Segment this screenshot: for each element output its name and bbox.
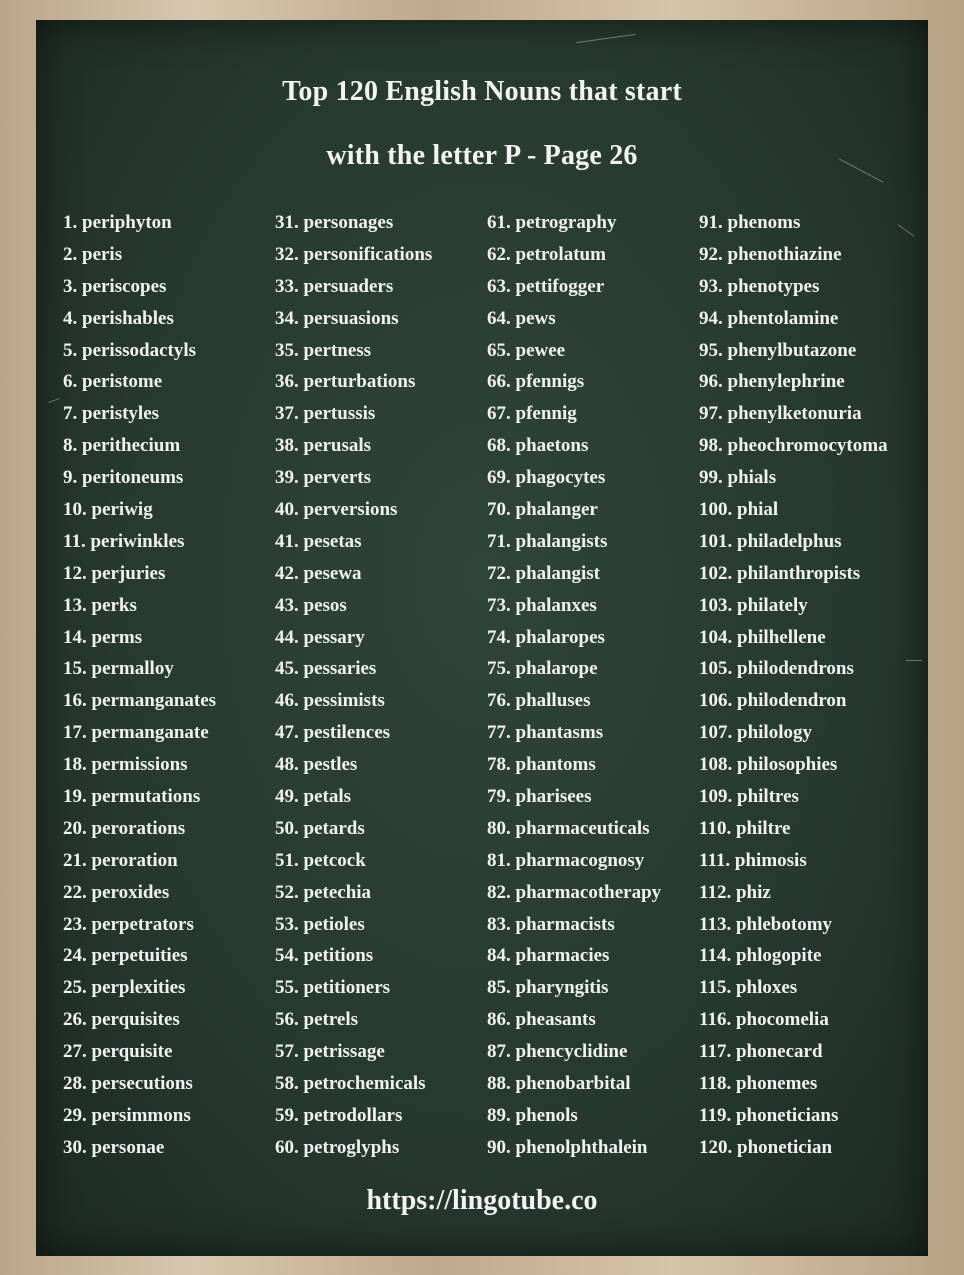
word-item: 33. persuaders: [275, 275, 394, 297]
word-item: 81. pharmacognosy: [487, 849, 645, 871]
word-item: 43. pesos: [275, 594, 347, 616]
word-item: 6. peristome: [63, 371, 163, 393]
word-item: 41. pesetas: [275, 530, 362, 552]
word-item: 104. philhellene: [699, 626, 826, 648]
word-item: 27. perquisite: [63, 1041, 173, 1063]
word-item: 70. phalanger: [487, 499, 598, 521]
word-item: 31. personages: [275, 212, 394, 233]
word-item: 32. personifications: [275, 243, 433, 265]
word-item: 117. phonecard: [699, 1041, 823, 1063]
word-item: 73. phalanxes: [487, 594, 597, 616]
word-item: 53. petioles: [275, 913, 365, 935]
word-item: 84. pharmacies: [487, 945, 610, 967]
word-item: 21. peroration: [63, 849, 178, 871]
word-item: 56. petrels: [275, 1009, 359, 1031]
word-item: 87. phencyclidine: [487, 1041, 628, 1063]
word-column-4: [699, 210, 888, 1167]
word-item: 83. pharmacists: [487, 913, 615, 935]
word-item: 5. perissodactyls: [63, 339, 196, 361]
word-item: 106. philodendron: [699, 690, 847, 712]
word-column-3: [487, 210, 661, 1167]
word-item: 77. phantasms: [487, 722, 604, 744]
word-item: 80. pharmaceuticals: [487, 817, 650, 839]
word-item: 85. pharyngitis: [487, 977, 609, 999]
word-item: 62. petrolatum: [487, 243, 606, 265]
word-item: 64. pews: [487, 307, 556, 329]
word-item: 79. pharisees: [487, 786, 592, 808]
word-item: 50. petards: [275, 817, 365, 839]
word-item: 90. phenolphthalein: [487, 1136, 648, 1158]
word-item: 118. phonemes: [699, 1073, 818, 1095]
word-item: 24. perpetuities: [63, 945, 188, 967]
word-item: 63. pettifogger: [487, 275, 605, 297]
word-item: 7. peristyles: [63, 403, 160, 425]
footer-url: https://lingotube.co: [366, 1185, 598, 1216]
word-item: 14. perms: [63, 626, 143, 648]
word-item: 51. petcock: [275, 849, 366, 871]
word-item: 72. phalangist: [487, 562, 600, 584]
word-item: 17. permanganate: [63, 722, 209, 744]
word-item: 2. peris: [63, 243, 123, 265]
word-item: 16. permanganates: [63, 690, 217, 712]
word-item: 58. petrochemicals: [275, 1073, 426, 1095]
word-item: 103. philately: [699, 594, 808, 616]
word-item: 101. philadelphus: [699, 530, 842, 552]
word-item: 67. pfennig: [487, 403, 577, 425]
word-column-1: [63, 210, 216, 1167]
word-item: 96. phenylephrine: [699, 371, 845, 393]
word-item: 20. perorations: [63, 817, 186, 839]
word-item: 57. petrissage: [275, 1041, 385, 1063]
word-item: 10. periwig: [63, 499, 153, 521]
word-item: 89. phenols: [487, 1104, 578, 1126]
word-item: 1. periphyton: [63, 212, 172, 233]
word-item: 3. periscopes: [63, 275, 167, 297]
word-item: 40. perversions: [275, 499, 398, 521]
word-item: 98. pheochromocytoma: [699, 435, 888, 457]
word-item: 9. peritoneums: [63, 467, 184, 489]
word-item: 99. phials: [699, 467, 777, 489]
word-item: 114. phlogopite: [699, 945, 822, 967]
word-item: 8. perithecium: [63, 435, 181, 457]
word-item: 55. petitioners: [275, 977, 391, 999]
word-item: 11. periwinkles: [63, 530, 185, 552]
word-item: 22. peroxides: [63, 881, 170, 903]
word-item: 38. perusals: [275, 435, 372, 457]
word-item: 112. phiz: [699, 881, 771, 903]
word-item: 105. philodendrons: [699, 658, 854, 680]
word-item: 36. perturbations: [275, 371, 416, 393]
word-item: 97. phenylketonuria: [699, 403, 862, 425]
word-item: 113. phlebotomy: [699, 913, 833, 935]
word-item: 18. permissions: [63, 754, 188, 776]
word-item: 115. phloxes: [699, 977, 798, 999]
word-item: 59. petrodollars: [275, 1104, 403, 1126]
word-item: 119. phoneticians: [699, 1104, 839, 1126]
word-item: 92. phenothiazine: [699, 243, 842, 265]
word-item: 44. pessary: [275, 626, 365, 648]
word-item: 23. perpetrators: [63, 913, 194, 935]
word-item: 19. permutations: [63, 786, 201, 808]
word-item: 110. philtre: [699, 817, 791, 839]
word-item: 111. phimosis: [699, 849, 807, 871]
word-item: 94. phentolamine: [699, 307, 839, 329]
word-item: 26. perquisites: [63, 1009, 180, 1031]
word-item: 15. permalloy: [63, 658, 174, 680]
word-item: 4. perishables: [63, 307, 174, 329]
word-item: 95. phenylbutazone: [699, 339, 857, 361]
word-item: 76. phalluses: [487, 690, 591, 712]
word-item: 82. pharmacotherapy: [487, 881, 662, 903]
word-item: 47. pestilences: [275, 722, 391, 744]
word-item: 45. pessaries: [275, 658, 377, 680]
word-item: 61. petrography: [487, 212, 617, 233]
word-column-2: [275, 210, 432, 1167]
word-item: 66. pfennigs: [487, 371, 585, 393]
word-item: 42. pesewa: [275, 562, 362, 584]
word-item: 13. perks: [63, 594, 137, 616]
word-item: 29. persimmons: [63, 1104, 191, 1126]
word-item: 120. phonetician: [699, 1136, 833, 1158]
word-item: 78. phantoms: [487, 754, 596, 776]
word-item: 60. petroglyphs: [275, 1136, 400, 1158]
word-item: 91. phenoms: [699, 212, 801, 233]
word-item: 86. pheasants: [487, 1009, 596, 1031]
page-title-line-2: with the letter P - Page 26: [326, 140, 638, 171]
word-item: 75. phalarope: [487, 658, 598, 680]
word-item: 74. phalaropes: [487, 626, 605, 648]
word-item: 100. phial: [699, 499, 779, 521]
word-item: 65. pewee: [487, 339, 566, 361]
word-item: 68. phaetons: [487, 435, 589, 457]
word-item: 37. pertussis: [275, 403, 376, 425]
word-item: 48. pestles: [275, 754, 358, 776]
word-item: 30. personae: [63, 1136, 165, 1158]
word-item: 35. pertness: [275, 339, 372, 361]
word-item: 93. phenotypes: [699, 275, 820, 297]
word-item: 34. persuasions: [275, 307, 399, 329]
word-item: 116. phocomelia: [699, 1009, 829, 1031]
word-item: 88. phenobarbital: [487, 1073, 631, 1095]
word-item: 54. petitions: [275, 945, 374, 967]
word-item: 25. perplexities: [63, 977, 186, 999]
word-item: 109. philtres: [699, 786, 799, 808]
word-item: 69. phagocytes: [487, 467, 606, 489]
page-title-line-1: Top 120 English Nouns that start: [282, 76, 682, 107]
word-item: 46. pessimists: [275, 690, 385, 712]
word-item: 102. philanthropists: [699, 562, 861, 584]
word-item: 107. philology: [699, 722, 812, 744]
word-item: 28. persecutions: [63, 1073, 193, 1095]
word-item: 39. perverts: [275, 467, 372, 489]
word-item: 52. petechia: [275, 881, 372, 903]
word-item: 71. phalangists: [487, 530, 608, 552]
word-item: 12. perjuries: [63, 562, 166, 584]
word-item: 49. petals: [275, 786, 351, 808]
word-item: 108. philosophies: [699, 754, 838, 776]
